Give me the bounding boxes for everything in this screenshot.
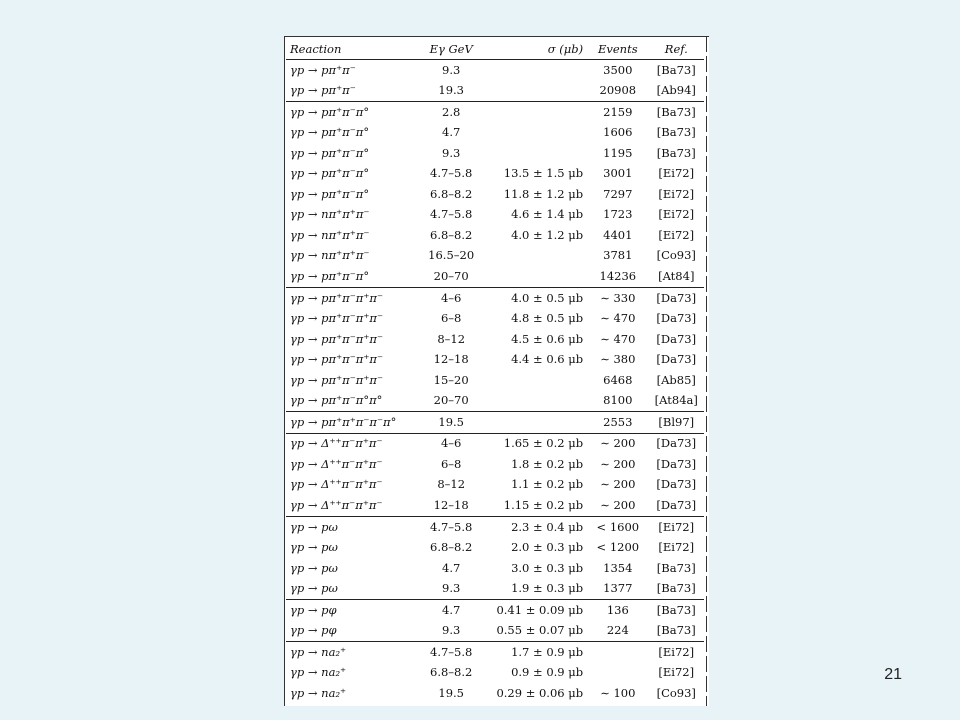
cell-sigma: 4.8 ± 0.5 μb <box>511 311 584 326</box>
cell-energy: 6–8 <box>440 311 462 326</box>
cell-sigma: 4.0 ± 0.5 μb <box>487 288 587 309</box>
cell-sigma <box>487 102 587 123</box>
table-row <box>286 288 704 309</box>
header-sigma: σ (μb) <box>487 39 587 60</box>
table-row <box>286 184 704 205</box>
cell-ref: [At84a] <box>654 393 698 408</box>
table-row <box>286 475 704 496</box>
cell-events: 1377 <box>603 581 633 596</box>
cell-sigma: 0.41 ± 0.09 μb <box>487 600 587 621</box>
table-row <box>286 663 704 684</box>
cell-sigma <box>487 143 587 164</box>
cell-events: 7297 <box>603 186 633 201</box>
table-row <box>286 246 704 267</box>
cell-ref: [Da73] <box>656 331 697 346</box>
cell-energy: 8–12 <box>437 477 466 492</box>
cell-reaction: γp → pπ⁺π⁻ <box>286 60 415 81</box>
cell-reaction: γp → pφ <box>286 600 415 621</box>
cell-ref: [Ba73] <box>649 600 704 621</box>
cell-sigma: 0.29 ± 0.06 μb <box>496 685 584 700</box>
cell-events: 1606 <box>603 125 633 140</box>
cell-reaction: γp → nπ⁺π⁺π⁻ <box>290 207 370 222</box>
cell-sigma: 1.65 ± 0.2 μb <box>487 433 587 454</box>
cell-energy: 20–70 <box>433 268 469 283</box>
cell-reaction: γp → pπ⁺π⁻π⁺π⁻ <box>290 352 384 367</box>
cell-energy: 4.7 <box>415 600 487 621</box>
cell-ref: [Ba73] <box>656 623 696 638</box>
cell-sigma <box>487 246 587 267</box>
cell-reaction: γp → nπ⁺π⁺π⁻ <box>290 227 370 242</box>
table-row <box>286 391 704 412</box>
cell-reaction: γp → pπ⁺π⁻π°π° <box>290 393 383 408</box>
cell-energy: 8–12 <box>437 331 466 346</box>
table-row <box>286 579 704 600</box>
cell-events: 14236 <box>599 268 637 283</box>
cell-events: 3500 <box>587 60 648 81</box>
cell-energy: 4.7 <box>442 125 461 140</box>
cell-events: 2159 <box>587 102 648 123</box>
cell-reaction: γp → pω <box>290 581 338 596</box>
cell-energy: 4.7–5.8 <box>430 166 473 181</box>
table-row <box>286 329 704 350</box>
cell-ref: [Da73] <box>656 477 697 492</box>
cell-energy: 19.5 <box>415 412 487 434</box>
table-row <box>286 164 704 185</box>
cell-energy: 9.3 <box>442 581 461 596</box>
cell-reaction: γp → pπ⁺π⁻π⁺π⁻ <box>290 372 384 387</box>
cell-sigma <box>487 412 587 434</box>
cell-energy: 6–8 <box>440 456 462 471</box>
cell-sigma <box>487 391 587 412</box>
cell-ref: [Da73] <box>649 288 704 309</box>
cell-energy: 4.7 <box>442 560 461 575</box>
cell-sigma: 2.3 ± 0.4 μb <box>487 517 587 538</box>
cell-ref: [Ba73] <box>656 560 696 575</box>
table-row <box>286 143 704 164</box>
cell-reaction: γp → pω <box>286 517 415 538</box>
cell-sigma <box>487 266 587 287</box>
table-row <box>286 621 704 642</box>
cell-energy: 4.7–5.8 <box>415 517 487 538</box>
cell-events: 224 <box>606 623 629 638</box>
cell-events: ∼ 100 <box>600 685 636 700</box>
cell-events: 8100 <box>603 393 633 408</box>
cell-ref: [Da73] <box>656 352 697 367</box>
cell-events: 6468 <box>603 372 633 387</box>
cell-energy: 6.8–8.2 <box>430 186 473 201</box>
header-events: Events <box>587 39 648 60</box>
cell-events: < 1200 <box>596 540 640 555</box>
cell-reaction: γp → pπ⁺π⁻ <box>290 83 356 98</box>
table-row <box>286 642 704 663</box>
cell-sigma: 1.9 ± 0.3 μb <box>511 581 584 596</box>
cell-events: 2553 <box>587 412 648 434</box>
cell-reaction: γp → pπ⁺π⁻π° <box>290 166 370 181</box>
cell-events: ∼ 470 <box>600 331 636 346</box>
cell-energy: 9.3 <box>415 60 487 81</box>
cell-sigma: 2.0 ± 0.3 μb <box>511 540 584 555</box>
cell-sigma: 1.15 ± 0.2 μb <box>503 498 584 512</box>
cell-events <box>587 663 648 684</box>
cell-reaction: γp → Δ⁺⁺π⁻π⁺π⁻ <box>290 498 383 512</box>
cell-ref: [Ba73] <box>649 60 704 81</box>
cell-reaction: γp → nπ⁺π⁺π⁻ <box>290 248 370 263</box>
table-row <box>286 454 704 475</box>
cell-ref: [Ei72] <box>658 166 695 181</box>
cell-events <box>587 642 648 663</box>
cell-ref: [Da73] <box>656 456 697 471</box>
cell-events: ∼ 200 <box>600 477 636 492</box>
cell-energy: 15–20 <box>433 372 469 387</box>
table-row <box>286 370 704 391</box>
cell-sigma: 0.9 ± 0.9 μb <box>511 665 584 680</box>
cell-ref: [Ba73] <box>656 125 696 140</box>
cell-energy: 19.5 <box>438 685 464 700</box>
cell-energy: 4.7–5.8 <box>415 642 487 663</box>
cell-reaction: γp → pπ⁺π⁻π⁺π⁻ <box>286 288 415 309</box>
table-row <box>286 495 704 516</box>
table-row <box>286 205 704 226</box>
table-row <box>286 600 704 621</box>
table-sheet <box>284 36 709 706</box>
cell-reaction: γp → pπ⁺π⁻π° <box>290 268 370 283</box>
cell-sigma: 3.0 ± 0.3 μb <box>511 560 584 575</box>
cell-reaction: γp → pω <box>290 560 338 575</box>
cell-ref: [Ei72] <box>658 207 695 222</box>
cell-reaction: γp → pπ⁺π⁻π° <box>290 186 370 201</box>
cell-ref: [Da73] <box>656 498 697 512</box>
cell-ref: [Ei72] <box>649 517 704 538</box>
header-energy: Eγ GeV <box>415 39 487 60</box>
table-row <box>286 538 704 559</box>
cell-energy: 12–18 <box>433 352 469 367</box>
cell-ref: [Da73] <box>656 311 697 326</box>
table-row <box>286 123 704 144</box>
cell-energy: 19.3 <box>438 83 464 98</box>
cell-energy: 2.8 <box>415 102 487 123</box>
cell-ref: [Ab85] <box>656 372 696 387</box>
cell-events: ∼ 470 <box>600 311 636 326</box>
cell-ref: [Co93] <box>656 685 696 700</box>
cell-reaction: γp → pφ <box>290 623 337 638</box>
table-row <box>286 558 704 579</box>
cell-sigma: 4.5 ± 0.6 μb <box>511 331 584 346</box>
cell-events: 136 <box>587 600 648 621</box>
cell-events: ∼ 200 <box>587 433 648 454</box>
cell-sigma: 1.7 ± 0.9 μb <box>487 642 587 663</box>
table-row <box>286 517 704 538</box>
cell-events: 1723 <box>603 207 633 222</box>
cell-ref: [Ei72] <box>649 642 704 663</box>
page-number: 21 <box>884 666 902 683</box>
cell-energy: 4–6 <box>415 288 487 309</box>
cell-sigma: 4.4 ± 0.6 μb <box>511 352 584 367</box>
reaction-table <box>286 39 704 704</box>
cell-reaction: γp → pπ⁺π⁻π⁺π⁻ <box>290 331 384 346</box>
cell-sigma <box>487 370 587 391</box>
cell-reaction: γp → pπ⁺π⁻π⁺π⁻ <box>290 311 384 326</box>
right-dashed-rule <box>706 36 707 706</box>
table-row <box>286 266 704 287</box>
cell-reaction: γp → pω <box>290 540 338 555</box>
cell-sigma: 1.8 ± 0.2 μb <box>511 456 584 471</box>
table-row <box>286 433 704 454</box>
cell-reaction: γp → na₂⁺ <box>286 642 415 663</box>
table-body <box>286 60 704 704</box>
cell-events: ∼ 380 <box>600 352 636 367</box>
cell-events: 4401 <box>603 227 633 242</box>
cell-energy: 6.8–8.2 <box>430 665 473 680</box>
cell-ref: [At84] <box>658 268 695 283</box>
cell-energy: 4–6 <box>415 433 487 454</box>
cell-reaction: γp → pπ⁺π⁺π⁻π⁻π° <box>286 412 415 434</box>
cell-energy: 9.3 <box>442 623 461 638</box>
cell-events: ∼ 330 <box>587 288 648 309</box>
cell-energy: 6.8–8.2 <box>430 540 473 555</box>
cell-energy: 4.7–5.8 <box>430 207 473 222</box>
table-row <box>286 309 704 330</box>
cell-energy: 20–70 <box>433 393 469 408</box>
table-row <box>286 81 704 102</box>
cell-sigma: 11.8 ± 1.2 μb <box>503 186 584 201</box>
table-row <box>286 350 704 371</box>
cell-reaction: γp → Δ⁺⁺π⁻π⁺π⁻ <box>290 456 383 471</box>
cell-events: 1354 <box>603 560 633 575</box>
cell-reaction: γp → pπ⁺π⁻π° <box>286 102 415 123</box>
cell-sigma: 13.5 ± 1.5 μb <box>503 166 584 181</box>
header-reaction: Reaction <box>286 39 415 60</box>
cell-sigma: 1.1 ± 0.2 μb <box>511 477 584 492</box>
cell-energy: 12–18 <box>433 498 469 512</box>
cell-energy: 9.3 <box>442 145 461 160</box>
cell-sigma: 4.6 ± 1.4 μb <box>511 207 584 222</box>
header-ref: Ref. <box>649 39 704 60</box>
cell-events: 3001 <box>603 166 633 181</box>
cell-ref: [Ei72] <box>658 665 695 680</box>
cell-ref: [Bl97] <box>649 412 704 434</box>
cell-sigma <box>487 123 587 144</box>
cell-ref: [Ba73] <box>656 581 696 596</box>
cell-events: 3781 <box>603 248 633 263</box>
cell-events: ∼ 200 <box>600 456 636 471</box>
cell-events: < 1600 <box>587 517 648 538</box>
table-row <box>286 412 704 434</box>
cell-events: 20908 <box>599 83 637 98</box>
cell-ref: [Ba73] <box>649 102 704 123</box>
cell-reaction: γp → pπ⁺π⁻π° <box>290 125 370 140</box>
cell-events: ∼ 200 <box>600 498 636 512</box>
cell-sigma: 4.0 ± 1.2 μb <box>511 227 584 242</box>
cell-energy: 16.5–20 <box>428 248 475 263</box>
cell-ref: [Ei72] <box>658 227 695 242</box>
table-row <box>286 225 704 246</box>
cell-ref: [Da73] <box>649 433 704 454</box>
cell-ref: [Co93] <box>656 248 696 263</box>
cell-ref: [Ei72] <box>658 186 695 201</box>
cell-ref: [Ba73] <box>656 145 696 160</box>
cell-ref: [Ei72] <box>658 540 695 555</box>
cell-sigma <box>487 60 587 81</box>
table-header-row <box>286 39 704 60</box>
cell-energy: 6.8–8.2 <box>430 227 473 242</box>
cell-reaction: γp → pπ⁺π⁻π° <box>290 145 370 160</box>
cell-sigma <box>487 81 587 102</box>
cell-sigma: 0.55 ± 0.07 μb <box>496 623 584 638</box>
cell-ref: [Ab94] <box>656 83 696 98</box>
cell-reaction: γp → na₂⁺ <box>290 685 347 700</box>
cell-reaction: γp → Δ⁺⁺π⁻π⁺π⁻ <box>286 433 415 454</box>
table-row <box>286 683 704 704</box>
cell-reaction: γp → na₂⁺ <box>290 665 347 680</box>
table-row <box>286 60 704 81</box>
cell-reaction: γp → Δ⁺⁺π⁻π⁺π⁻ <box>290 477 383 492</box>
table-row <box>286 102 704 123</box>
cell-events: 1195 <box>603 145 633 160</box>
